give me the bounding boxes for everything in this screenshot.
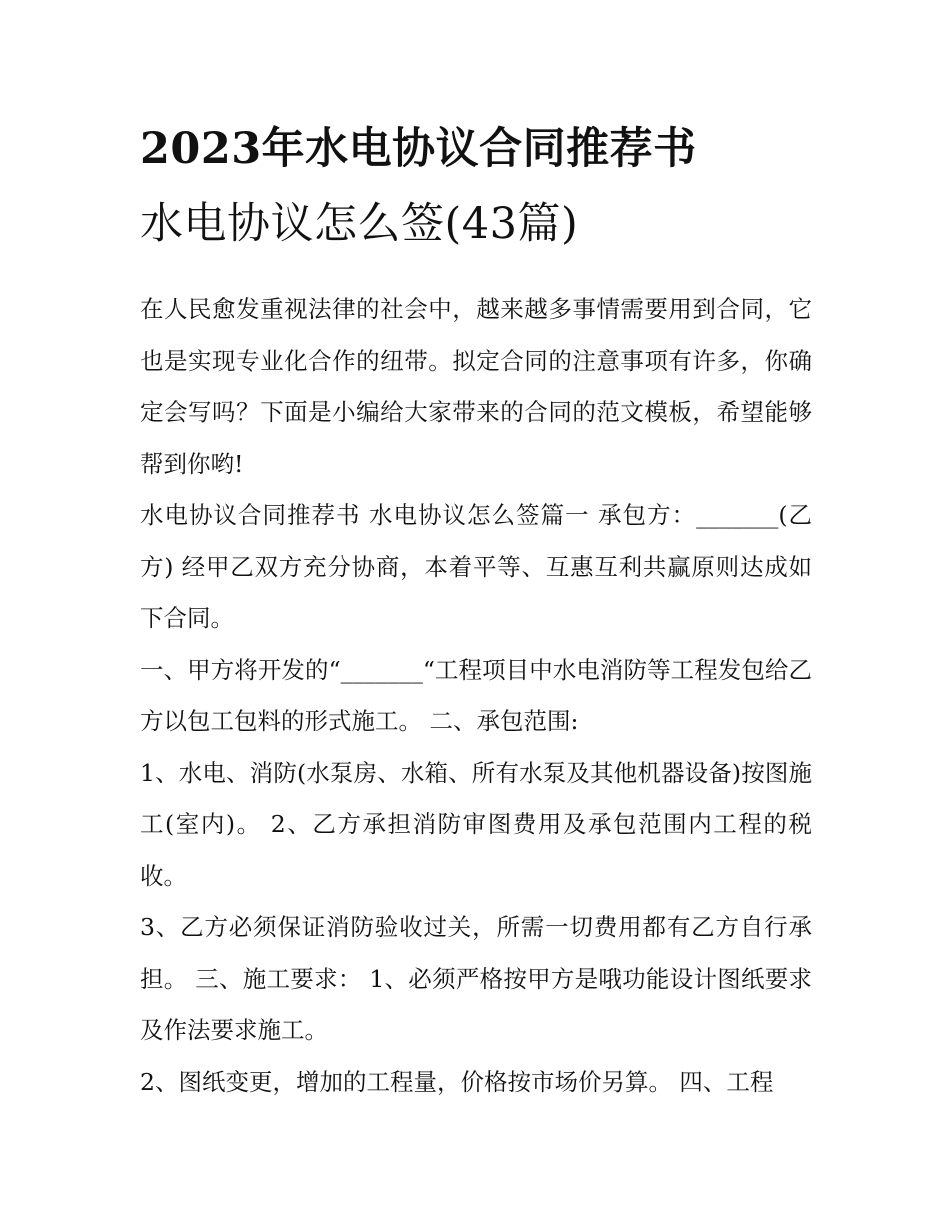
title-line-2: 水电协议怎么签(43篇)	[140, 199, 579, 249]
document-title	[140, 112, 812, 262]
paragraph-requirement-2: 2、图纸变更，增加的工程量，价格按市场价另算。 四、工程	[140, 1067, 774, 1096]
paragraph-intro: 在人民愈发重视法律的社会中，越来越多事情需要用到合同，它也是实现专业化合作的纽带。拟定合同的注意事项有许多，你确定会写吗？下面是小编给大家带来的合同的范文模板，希望能够帮到你哟!	[140, 295, 812, 478]
paragraph-contractor: 水电协议合同推荐书 水电协议怎么签篇一 承包方：_______(乙方) 经甲乙双方充分协商，本着平等、互惠互利共赢原则达成如下合同。	[140, 501, 812, 632]
title-line-1: 2023年水电协议合同推荐书	[140, 124, 697, 174]
paragraph-clause-1: 一、甲方将开发的“_______“工程项目中水电消防等工程发包给乙方以包工包料的形式施工。 二、承包范围:	[140, 655, 812, 735]
paragraph-scope-1: 1、水电、消防(水泵房、水箱、所有水泵及其他机器设备)按图施工(室内)。 2、乙方承担消防审图费用及承包范围内工程的税收。	[140, 758, 812, 890]
paragraph-scope-3: 3、乙方必须保证消防验收过关，所需一切费用都有乙方自行承担。 三、施工要求： 1、必须严格按甲方是哦功能设计图纸要求及作法要求施工。	[140, 913, 812, 1044]
document-page	[140, 112, 812, 1108]
